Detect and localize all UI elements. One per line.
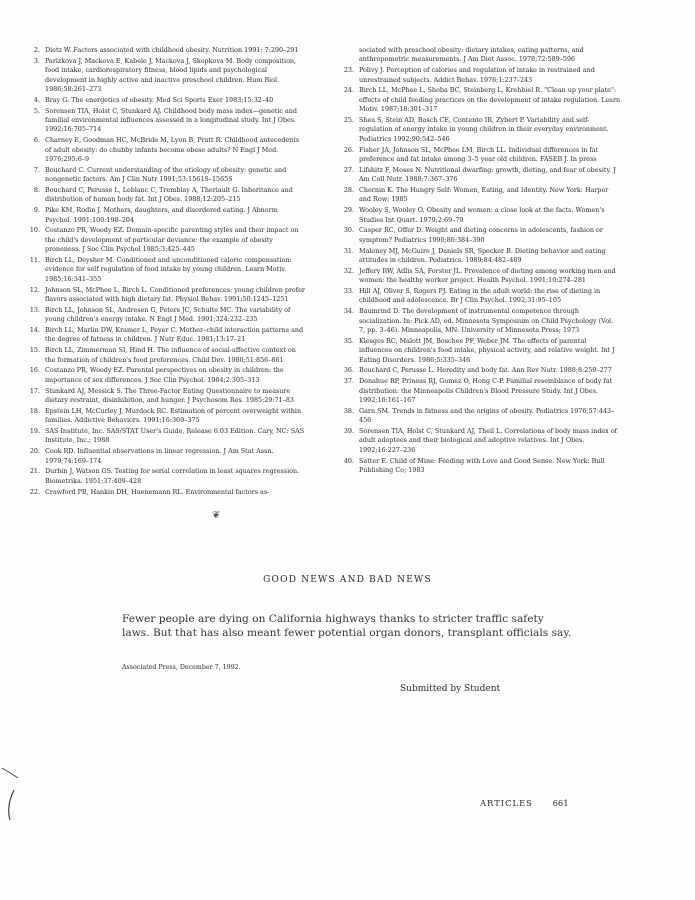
reference-item (22, 46, 305, 55)
reference-item (336, 166, 621, 185)
reference-item (22, 286, 305, 305)
reference-text: Costanzo PR, Woody EZ. Parental perspectives on obesity in children: the importance of sex differences. J Soc Clin Psychol. 1984;2:305–313 (45, 366, 284, 384)
reference-number: 8. (33, 186, 40, 195)
reference-item (336, 427, 621, 455)
reference-text: Bouchard C, Perusse L, Leblanc C, Tremblay A, Theriault G. Inheritance and distribution of human body fat. Int J Obes. 1988;12:205–215 (45, 186, 293, 204)
reference-number: 34. (343, 307, 354, 316)
reference-item (22, 136, 305, 164)
reference-number: 37. (343, 377, 354, 386)
reference-text: Jeffery RW, Adlis SA, Forster JL. Prevalence of dieting among working men and women: the healthy worker project. Health Psychol. 1991;10:274–281 (359, 266, 616, 285)
reference-text: Hill AJ, Oliver S, Rogers PJ. Eating in the adult world: the rise of dieting in childhood and adolescence. Br J Clin Psychol. 1992;31:95–105 (359, 287, 601, 305)
reference-number: 38. (343, 406, 354, 415)
reference-item (22, 107, 305, 135)
reference-item (336, 206, 621, 225)
reference-number: 17. (29, 386, 40, 395)
reference-text: Sorensen TIA, Holst C, Stunkard AJ. Childhood body mass index—genetic and familial environmental influences assessed in a longitudinal study. Int J Obes. 1992;16:705–714 (45, 106, 297, 134)
reference-item (22, 186, 305, 205)
reference-number: 16. (29, 366, 40, 375)
reference-item (22, 427, 305, 446)
reference-item (22, 467, 305, 486)
reference-text: Lifshitz F, Moses N. Nutritional dwarfing: growth, dieting, and fear of obesity. J Am Coll Nutr. 1988;7:367–376 (359, 165, 616, 184)
reference-text: Cook RD. Influential observations in linear regression. J Am Stat Assn. 1979;74:169–174 (45, 447, 274, 465)
reference-item (22, 346, 305, 365)
reference-item (336, 267, 621, 286)
reference-item (22, 226, 305, 254)
article-heading: GOOD NEWS AND BAD NEWS (263, 575, 432, 585)
reference-number: 27. (343, 165, 354, 174)
reference-item (22, 306, 305, 325)
reference-text: Bray G. The energetics of obesity. Med Sci Sports Exer 1983;15:32–40 (45, 95, 274, 104)
reference-item (336, 116, 621, 144)
reference-number: 21. (29, 467, 40, 476)
page-number: 661 (552, 798, 569, 808)
reference-item (22, 166, 305, 185)
reference-number: 3. (33, 56, 40, 65)
reference-text: Durbin J, Watson GS. Testing for serial correlation in least squares regression. Biometrika. 1951;37:409–428 (45, 467, 300, 485)
reference-item (336, 307, 621, 335)
reference-item (22, 96, 305, 105)
reference-number: 9. (33, 206, 40, 215)
reference-number: 2. (33, 46, 40, 54)
reference-text: Garn SM. Trends in fatness and the origins of obesity. Pediatrics 1976;57:443–456 (359, 406, 615, 425)
reference-item (336, 186, 621, 205)
reference-number: 6. (33, 136, 40, 145)
reference-text: Wooley S, Wooley O. Obesity and women: a close look at the facts. Women's Studies Int Quart. 1979;2:69–79 (359, 206, 605, 224)
reference-text: Birch LL, Marlin DW, Kramer L, Peyer C. Mother–child interaction patterns and the degree of fatness in children. J Nutr Educ. 1981;13:17–21 (45, 326, 304, 344)
reference-item (336, 337, 621, 365)
reference-text: Birch LL, Deysher M. Conditioned and unconditioned caloric compensation: evidence for self regulation of food intake by young children. Learn Motiv. 1985;16:341–355 (45, 256, 292, 283)
reference-number: 19. (29, 427, 40, 436)
scan-artifact-icon (0, 760, 24, 830)
reference-text: Casper RC, Offer D. Weight and dieting concerns in adolescents, fashion or symptom? Pediatrics 1990;86:384–390 (359, 226, 603, 244)
reference-number: 20. (29, 447, 40, 456)
reference-text: Johnson SL, McPhee L, Birch L. Conditioned preferences: young children prefer flavors associated with high dietary fat. Physiol Behav. 1991;50:1245–1251 (45, 285, 305, 304)
reference-text: Polivy J. Perception of calories and regulation of intake in restrained and unrestrained subjects. Addict Behav. 1976;1:237–243 (359, 66, 595, 84)
reference-text: Parizkova J, Mackova E, Kabele J, Mackova J, Skopkova M. Body composition, food intake, cardiorespiratory fitness, blood lipids and psychological development in highly active and inactive preschool children. Hum Biol. 1986;58:261–273 (45, 56, 297, 94)
reference-item (336, 86, 621, 114)
reference-number: 32. (343, 266, 354, 275)
reference-number: 31. (343, 246, 354, 255)
reference-number: 33. (343, 287, 354, 296)
reference-item (22, 488, 305, 497)
reference-number: 29. (343, 206, 354, 215)
reference-text: Epstein LH, McCurley J, Murdock RC. Estimation of percent overweight within families. Addictive Behaviors. 1991;16:369–375 (45, 406, 302, 425)
reference-text: Birch LL, Zimmerman SI, Hind H. The influence of social-affective context on the formation of children's food preferences. Child Dev. 1980;51:856–861 (45, 346, 296, 364)
reference-item (22, 57, 305, 95)
references-right-column (336, 46, 621, 477)
submitted-by: Submitted by Student (400, 684, 501, 694)
article-quote: Fewer people are dying on California highways thanks to stricter traffic safety laws. But that has also meant fewer potential organ donors, transplant officials say. (122, 613, 572, 640)
reference-item (22, 206, 305, 225)
reference-text: Bouchard C. Current understanding of the etiology of obesity: genetic and nongenetic factors. Am J Clin Nutr 1991;53:1561S–1565S (45, 165, 287, 184)
reference-number: 25. (343, 116, 354, 125)
reference-item (336, 407, 621, 426)
reference-number: 35. (343, 336, 354, 345)
reference-number: 18. (29, 406, 40, 415)
reference-text: Fisher JA, Johnson SL, McPhee LM, Birch LL. Individual differences in fat preference and fat intake among 3–5 year old children. FASEB J. In press (359, 145, 599, 164)
reference-number: 13. (29, 305, 40, 314)
reference-text: Birch LL, McPhee L, Shoba BC, Steinberg L, Krehbiel R. "Clean up your plate": effects of child feeding practices on the development of intake regulation. Learn Motiv. 1987;18:301–317 (359, 86, 621, 114)
reference-text: Donahue RP, Prineas RJ, Gomez O, Hong C-P. Familial resemblance of body fat distribution: the Minneapolis Children's Blood Pressure Study. Int J Obes. 1992;16:161–167 (359, 377, 613, 405)
reference-text: Dietz W. Factors associated with childhood obesity. Nutrition 1991; 7:290–291 (45, 46, 299, 54)
reference-text: Costanzo PR, Woody EZ. Domain-specific parenting styles and their impact on the child's development of particular deviance: the example of obesity proneness. J Soc Clin Psychol 1985;3:425–445 (45, 226, 299, 254)
page-footer (480, 798, 569, 808)
reference-text: Charney E, Goodman HC, McBride M, Lyon B, Pratt R. Childhood antecedents of adult obesity: do chubby infants become obese adults? N Engl J Med. 1976;295:6–9 (45, 136, 300, 164)
reference-text: SAS Institute, Inc. SAS/STAT User's Guide, Release 6.03 Edition. Cary, NC: SAS Institute, Inc.; 1988 (45, 427, 305, 445)
reference-number: 30. (343, 226, 354, 235)
reference-item (22, 326, 305, 345)
reference-item (336, 457, 621, 476)
reference-item (22, 387, 305, 406)
reference-number: 4. (33, 95, 40, 104)
article-source: Associated Press, December 7, 1992. (122, 664, 241, 671)
reference-number: 10. (29, 226, 40, 235)
reference-item (22, 407, 305, 426)
reference-number: 7. (33, 165, 40, 174)
reference-item (336, 226, 621, 245)
reference-item (336, 66, 621, 85)
reference-text: Klesges RC, Malott JM, Boschee PF, Weber JM. The effects of parental influences on children's food intake, physical activity, and relative weight. Int J Eating Disorders. 1986;5:335–346 (359, 336, 615, 364)
reference-number: 24. (343, 86, 354, 95)
reference-number: 15. (29, 346, 40, 355)
reference-number: 14. (29, 326, 40, 335)
reference-number: 12. (29, 285, 40, 294)
footer-section: ARTICLES (480, 798, 533, 808)
reference-number: 26. (343, 145, 354, 154)
reference-number: 22. (29, 487, 40, 496)
reference-text: sociated with preschool obesity: dietary intakes, eating patterns, and anthropometric measurements. J Am Diet Assoc. 1978;72:589–596 (359, 46, 584, 64)
reference-number: 40. (343, 456, 354, 465)
reference-text: Maloney MJ, McGuire J, Daniels SR, Specker B. Dieting behavior and eating attitudes in children. Pediatrics. 1989;84:482–489 (359, 246, 606, 265)
reference-item (22, 447, 305, 466)
reference-number: 5. (33, 106, 40, 115)
reference-number: 28. (343, 186, 354, 195)
reference-text: Satter E. Child of Mine: Feeding with Love and Good Sense. New York: Bull Publishing Co; 1983 (359, 456, 605, 475)
reference-number: 11. (29, 256, 40, 265)
reference-text: Sorensen TIA, Holst C, Stunkard AJ, Theil L. Correlations of body mass index of adult adoptees and their biological and adoptive relatives. Int J Obes. 1992;16:227–236 (359, 427, 618, 454)
reference-item (336, 46, 621, 65)
reference-number: 36. (343, 366, 354, 375)
reference-item (336, 377, 621, 405)
reference-item (336, 247, 621, 266)
references-left-column (22, 46, 305, 498)
reference-text: Birch LL, Johnson SL, Andresen G, Peters JC, Schulte MC. The variability of young children's energy intake. N Engl J Med. 1991;324:232–235 (45, 305, 291, 324)
reference-text: Stunkard AJ, Messick S. The Three-Factor Eating Questionnaire to measure dietary restraint, disinhibition, and hunger. J Psychosom Res. 1985;29:71–83 (45, 386, 294, 405)
reference-item (336, 287, 621, 306)
reference-text: Baumrind D. The development of instrumental competence through socialization. In: Pick AD, ed. Minnesota Symposium on Child Psychology (Vol. 7, pp. 3–46). Minneapolis, MN: University of Minnesota Press; 1973 (359, 307, 614, 335)
reference-text: Crawford PB, Hankin DH, Huenemann RL. Environmental factors as- (45, 487, 270, 496)
reference-text: Pike KM, Rodin J. Mothers, daughters, and disordered eating. J Abnorm Psychol. 1991;100:198–204 (45, 206, 278, 224)
reference-text: Bouchard C, Perusse L. Heredity and body fat. Ann Rev Nutr. 1988;8:259–277 (359, 366, 612, 375)
reference-text: Shea S, Stein AD, Basch CE, Contento IR, Zybert P. Variability and self-regulation of energy intake in young children in their everyday environment. Pediatrics 1992;90:542–546 (359, 116, 609, 143)
reference-text: Chernin K. The Hungry Self: Women, Eating, and Identity. New York: Harper and Row; 1985 (359, 186, 609, 204)
reference-item (22, 366, 305, 385)
reference-item (22, 256, 305, 284)
reference-number: 39. (343, 427, 354, 436)
reference-item (336, 146, 621, 165)
reference-number: 23. (343, 66, 354, 75)
separator-ornament-icon: ❦ (212, 510, 221, 521)
reference-item (336, 366, 621, 375)
